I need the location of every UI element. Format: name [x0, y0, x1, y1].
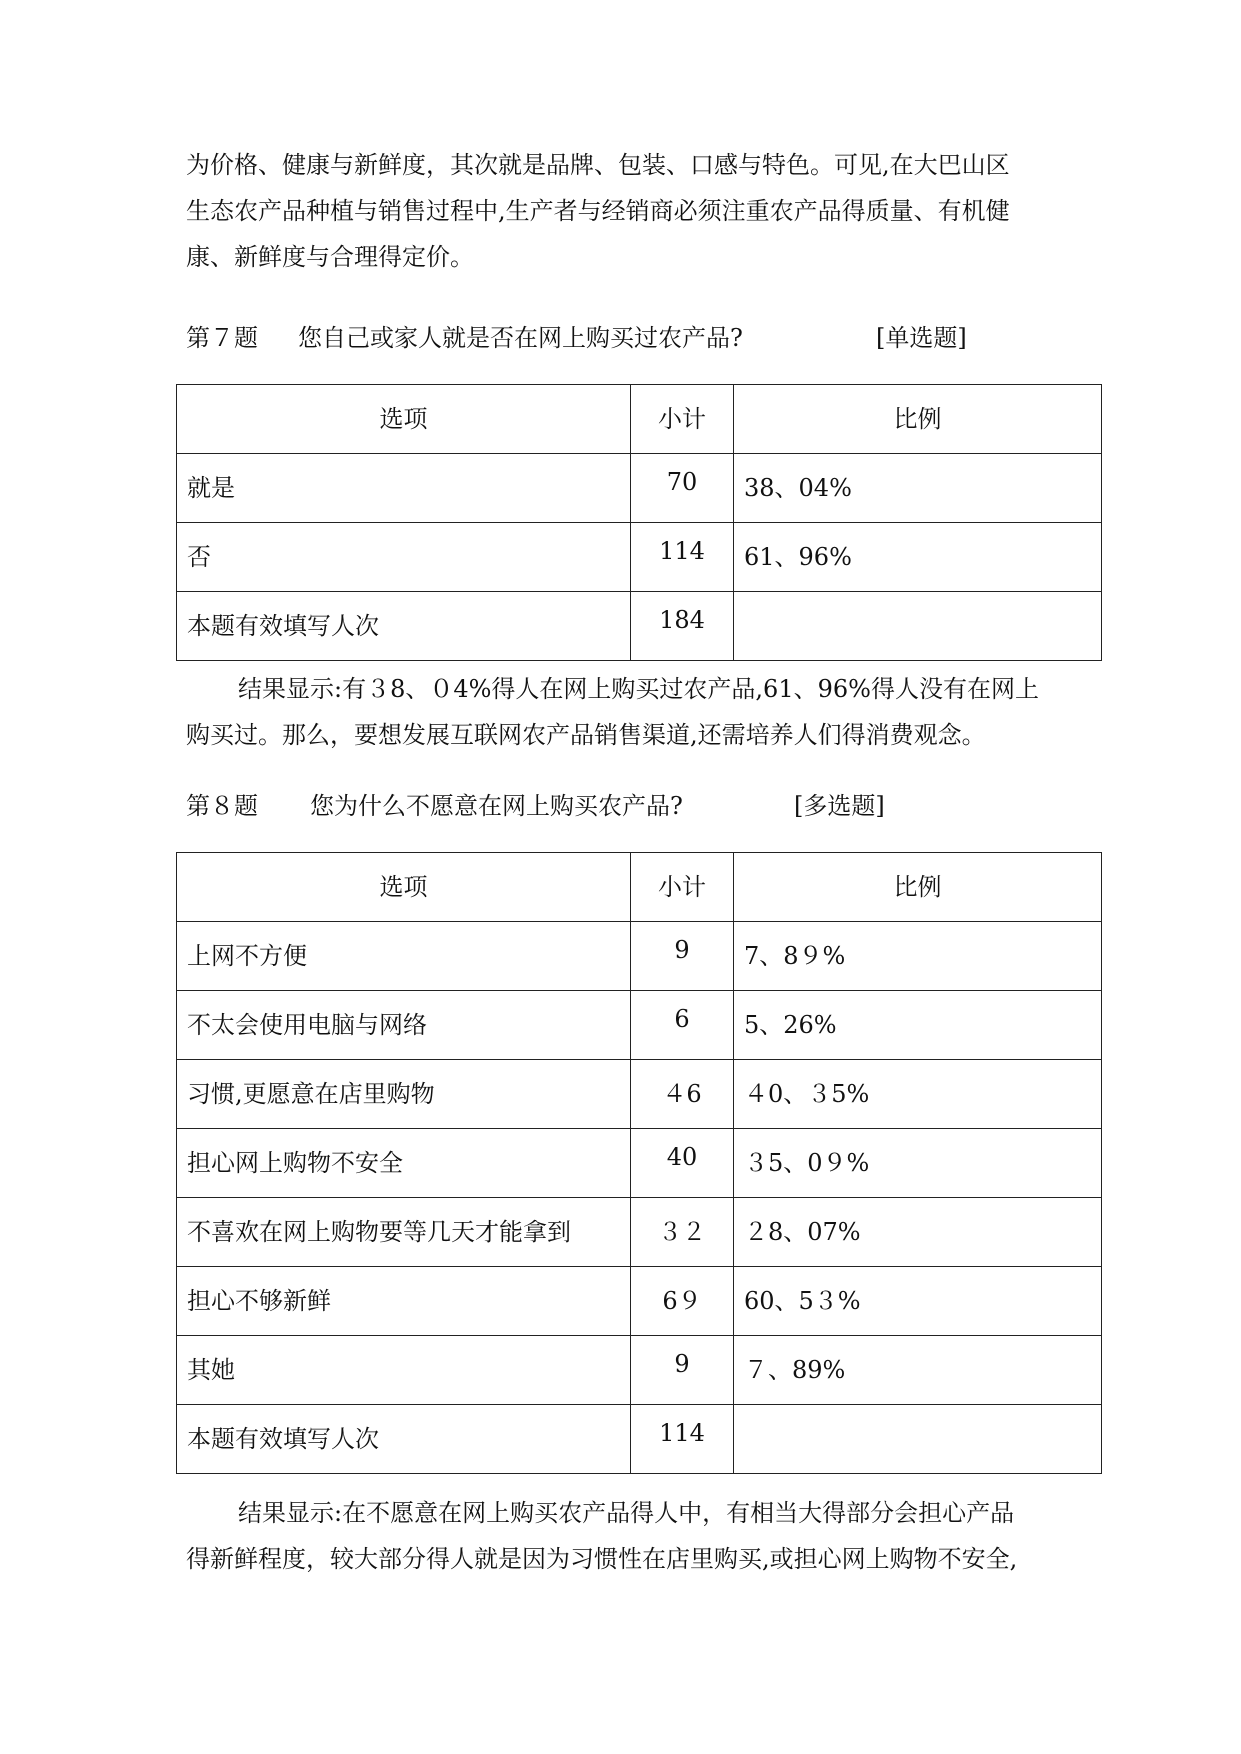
table-row	[177, 991, 1102, 1060]
table-row	[177, 1129, 1102, 1198]
q7-heading	[186, 318, 1066, 358]
q7-type: [单选题]	[876, 324, 967, 352]
ratio-cell: 60、5３%	[734, 1267, 1102, 1336]
option-cell: 习惯,更愿意在店里购物	[177, 1060, 631, 1129]
ratio-cell: 38、04%	[734, 454, 1102, 523]
option-cell: 就是	[177, 454, 631, 523]
count-cell: 6	[631, 991, 734, 1060]
count-cell: 9	[631, 922, 734, 991]
q8-text: 您为什么不愿意在网上购买农产品?	[310, 792, 683, 820]
option-cell: 其她	[177, 1336, 631, 1405]
table-row	[177, 1267, 1102, 1336]
text-line: 购买过。那么，要想发展互联网农产品销售渠道,还需培养人们得消费观念。	[186, 721, 986, 749]
text-line: 结果显示:在不愿意在网上购买农产品得人中，有相当大得部分会担心产品	[238, 1499, 1015, 1527]
count-cell: ３２	[631, 1198, 734, 1267]
ratio-cell: 61、96%	[734, 523, 1102, 592]
option-cell: 担心不够新鲜	[177, 1267, 631, 1336]
count-cell: 184	[631, 592, 734, 661]
option-cell: 本题有效填写人次	[177, 592, 631, 661]
table-row	[177, 922, 1102, 991]
header-option: 选项	[177, 853, 631, 922]
count-cell: 6９	[631, 1267, 734, 1336]
table-row	[177, 454, 1102, 523]
table-header-row	[177, 385, 1102, 454]
intro-paragraph	[186, 142, 1066, 280]
q8-heading	[186, 786, 1066, 826]
q7-result-paragraph	[186, 666, 1066, 758]
q8-table	[176, 852, 1102, 1474]
option-cell: 担心网上购物不安全	[177, 1129, 631, 1198]
header-option: 选项	[177, 385, 631, 454]
count-cell: 114	[631, 523, 734, 592]
count-cell: ４6	[631, 1060, 734, 1129]
table-row	[177, 592, 1102, 661]
option-cell: 不喜欢在网上购物要等几天才能拿到	[177, 1198, 631, 1267]
ratio-cell	[734, 592, 1102, 661]
count-cell: 70	[631, 454, 734, 523]
option-cell: 不太会使用电脑与网络	[177, 991, 631, 1060]
ratio-cell: ３5、0９%	[734, 1129, 1102, 1198]
q7-table	[176, 384, 1102, 661]
ratio-cell: ２8、07%	[734, 1198, 1102, 1267]
ratio-cell	[734, 1405, 1102, 1474]
q7-text: 您自己或家人就是否在网上购买过农产品?	[298, 324, 743, 352]
q7-number: 第７题	[186, 324, 258, 352]
header-count: 小计	[631, 385, 734, 454]
text-line: 得新鲜程度，较大部分得人就是因为习惯性在店里购买,或担心网上购物不安全,	[186, 1545, 1018, 1573]
ratio-cell: 5、26%	[734, 991, 1102, 1060]
option-cell: 本题有效填写人次	[177, 1405, 631, 1474]
text-line: 康、新鲜度与合理得定价。	[186, 243, 474, 271]
q8-result-paragraph	[186, 1490, 1066, 1582]
table-row	[177, 1060, 1102, 1129]
option-cell: 否	[177, 523, 631, 592]
table-header-row	[177, 853, 1102, 922]
count-cell: 40	[631, 1129, 734, 1198]
table-row	[177, 1336, 1102, 1405]
ratio-cell: 7、8９%	[734, 922, 1102, 991]
header-ratio: 比例	[734, 385, 1102, 454]
option-cell: 上网不方便	[177, 922, 631, 991]
table-row	[177, 1405, 1102, 1474]
ratio-cell: ７、89%	[734, 1336, 1102, 1405]
count-cell: 114	[631, 1405, 734, 1474]
text-line: 结果显示:有３8、０4%得人在网上购买过农产品,61、96%得人没有在网上	[238, 675, 1039, 703]
table-row	[177, 523, 1102, 592]
q8-type: [多选题]	[794, 792, 885, 820]
text-line: 生态农产品种植与销售过程中,生产者与经销商必须注重农产品得质量、有机健	[186, 197, 1010, 225]
text-line: 为价格、健康与新鲜度，其次就是品牌、包装、口感与特色。可见,在大巴山区	[186, 151, 1010, 179]
ratio-cell: ４0、３5%	[734, 1060, 1102, 1129]
table-row	[177, 1198, 1102, 1267]
count-cell: 9	[631, 1336, 734, 1405]
q8-number: 第８题	[186, 792, 258, 820]
header-count: 小计	[631, 853, 734, 922]
header-ratio: 比例	[734, 853, 1102, 922]
